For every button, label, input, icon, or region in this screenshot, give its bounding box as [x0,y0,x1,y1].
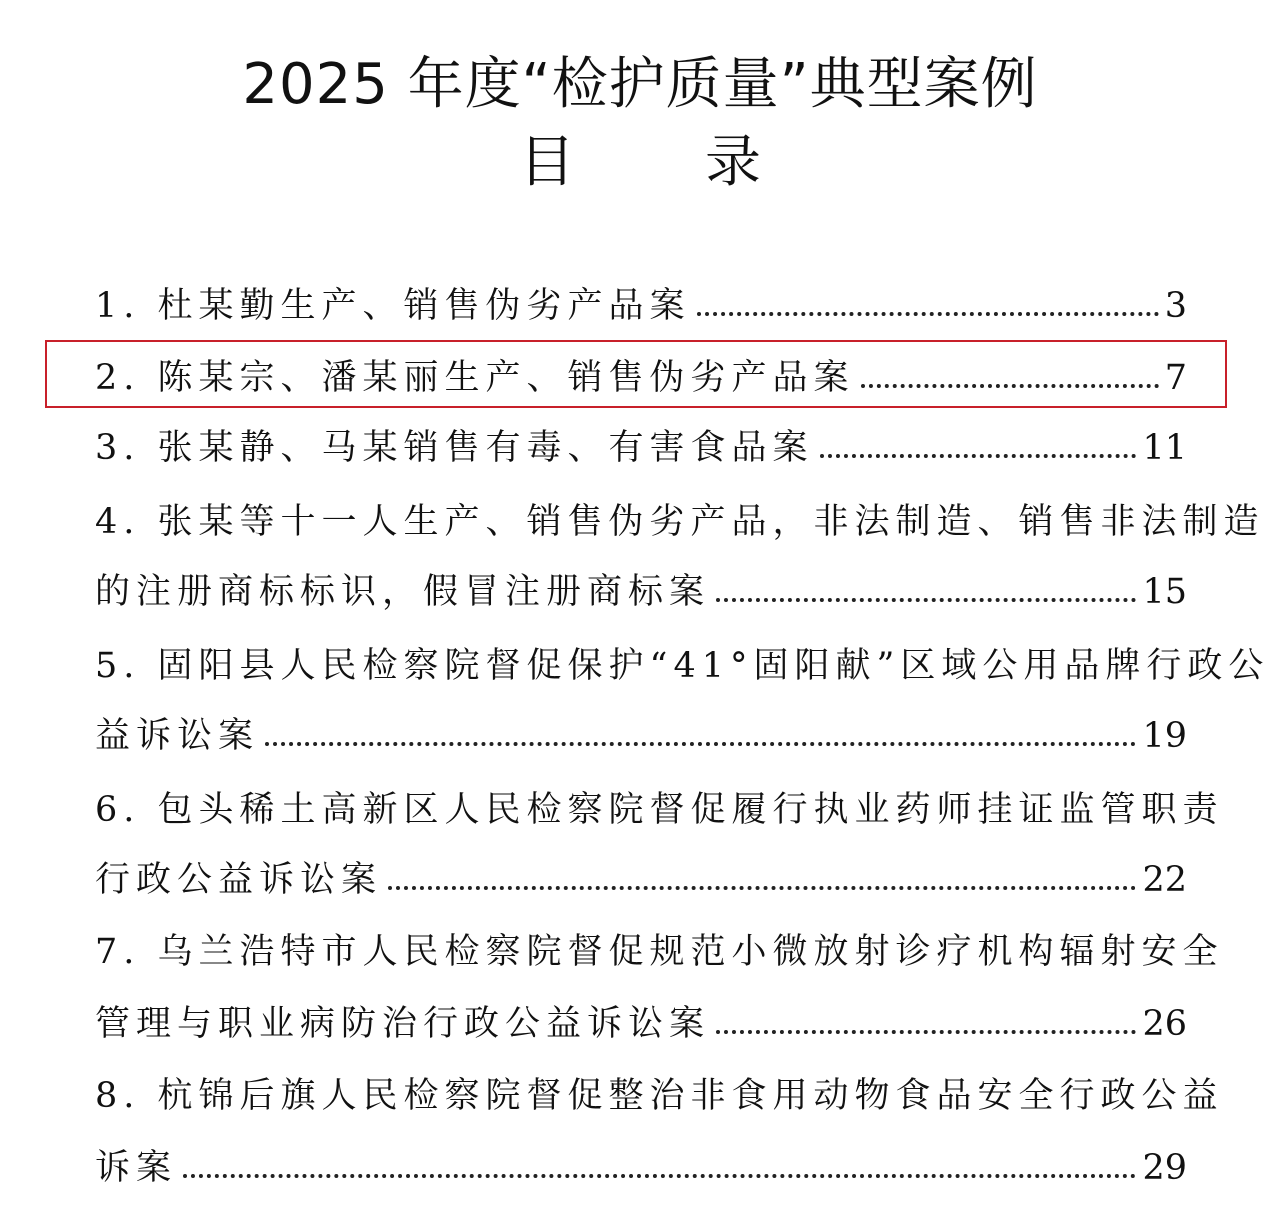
toc-entry-4[interactable] [95,488,1265,544]
toc-entry-5-page: 19 [1142,716,1187,756]
highlight-box [45,340,1227,408]
leader-dots [183,1174,1136,1178]
toc-heading: 目录 [519,130,891,195]
toc-entry-6-cont-text: 行政公益诉讼案 [95,860,383,900]
toc-entry-1-page: 3 [1164,286,1187,326]
toc-entry-3-text: 3. 张某静、马某销售有毒、有害食品案 [95,428,814,468]
leader-dots [820,454,1137,458]
toc-entry-6[interactable] [95,776,1224,832]
leader-dots [265,742,1136,746]
toc-entry-4-continuation[interactable] [95,558,1187,614]
toc-entry-2-page: 7 [1164,358,1187,398]
toc-entry-8-page: 29 [1142,1148,1187,1188]
toc-entry-4-cont-text: 的注册商标标识，假冒注册商标案 [95,572,711,612]
toc-entry-3-page: 11 [1142,428,1187,468]
toc-entry-6-text: 6. 包头稀土高新区人民检察院督促履行执业药师挂证监管职责 [95,790,1224,830]
toc-entry-4-text: 4. 张某等十一人生产、销售伪劣产品，非法制造、销售非法制造 [95,502,1265,542]
toc-entry-3[interactable] [95,414,1187,470]
toc-entry-6-continuation[interactable] [95,846,1187,902]
toc-entry-1-text: 1. 杜某勤生产、销售伪劣产品案 [95,286,691,326]
toc-entry-7-text: 7. 乌兰浩特市人民检察院督促规范小微放射诊疗机构辐射安全 [95,932,1224,972]
document-title: 2025 年度“检护质量”典型案例 [242,52,1038,117]
toc-entry-8-continuation[interactable] [95,1134,1187,1190]
toc-entry-5[interactable] [95,632,1270,688]
toc-entry-1[interactable] [95,272,1187,328]
toc-entry-5-text: 5. 固阳县人民检察院督促保护“41°固阳献”区域公用品牌行政公 [95,646,1270,686]
toc-entry-5-cont-text: 益诉讼案 [95,716,260,756]
toc-entry-8-text: 8. 杭锦后旗人民检察院督促整治非食用动物食品安全行政公益 [95,1076,1224,1116]
toc-entry-7-continuation[interactable] [95,990,1187,1046]
toc-entry-2-text: 2. 陈某宗、潘某丽生产、销售伪劣产品案 [95,358,855,398]
toc-entry-7-page: 26 [1142,1004,1187,1044]
toc-entry-8-cont-text: 诉案 [95,1148,178,1188]
leader-dots [388,886,1136,890]
leader-dots [697,312,1159,316]
toc-entry-5-continuation[interactable] [95,702,1187,758]
toc-entry-7[interactable] [95,918,1224,974]
toc-entry-8[interactable] [95,1062,1224,1118]
toc-entry-6-page: 22 [1142,860,1187,900]
toc-entry-7-cont-text: 管理与职业病防治行政公益诉讼案 [95,1004,711,1044]
leader-dots [716,598,1136,602]
leader-dots [716,1030,1136,1034]
toc-entry-4-page: 15 [1142,572,1187,612]
